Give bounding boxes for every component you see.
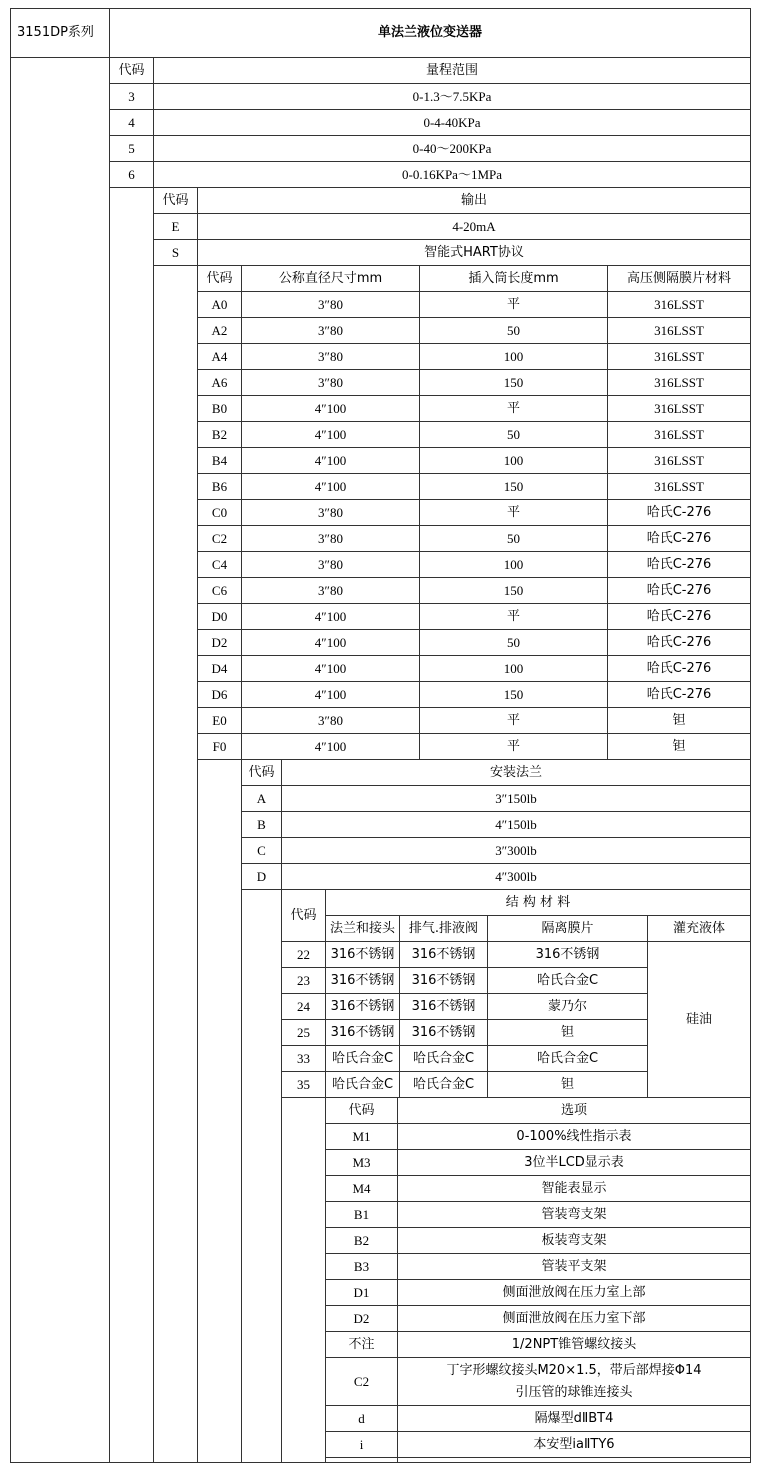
fill-fluid-value: 硅油 [685,1011,712,1027]
mount-flange: 3″150lb [495,790,537,806]
output-value: 4-20mA [452,218,496,234]
table-border [109,8,110,1463]
material-code: 22 [297,946,310,962]
range-value: 0-0.16KPa～1MPa [401,166,503,182]
flange-code: D6 [211,686,228,702]
option-description: 板装弯支架 [541,1232,607,1248]
diaphragm-material: 316LSST [654,400,704,416]
option-description: 1/2NPT锥管螺纹接头 [511,1336,637,1352]
diaphragm-material: 316LSST [654,348,704,364]
mount-code: D [256,868,267,884]
range-value: 0-40～200KPa [412,140,492,156]
diaphragm-material: 哈氏C-276 [646,608,712,624]
nominal-diameter: 3″80 [318,348,343,364]
nominal-diameter: 4″100 [314,686,347,702]
flange-joint-material: 316不锈钢 [330,972,395,988]
flange-code: B0 [211,400,228,416]
range-code-header: 代码 [118,62,145,78]
material-code: 23 [297,972,310,988]
nominal-diameter: 3″80 [318,530,343,546]
flange-code: A2 [211,322,228,338]
option-code: 不注 [348,1336,375,1352]
insertion-length: 平 [506,608,520,624]
mount-flange: 4″300lb [495,868,537,884]
mount-header: 安装法兰 [489,764,542,780]
material-code: 25 [297,1024,310,1040]
nominal-diameter: 3″80 [318,322,343,338]
diaphragm-material: 316LSST [654,296,704,312]
mount-flange: 3″300lb [495,842,537,858]
flange-code: D0 [211,608,228,624]
vent-drain-material: 316不锈钢 [411,998,476,1014]
flange-code: A4 [211,348,228,364]
insertion-length: 100 [503,660,524,676]
nominal-diameter: 4″100 [314,400,347,416]
range-header: 量程范围 [425,62,478,78]
output-code-header: 代码 [162,192,189,208]
option-description: 本安型iaⅡTY6 [533,1436,615,1452]
option-description: 3位半LCD显示表 [524,1154,624,1170]
flange-code: F0 [212,738,227,754]
insertion-length: 50 [507,530,520,546]
option-code: D2 [353,1310,370,1326]
output-value: 智能式HART协议 [424,244,524,260]
option-code: C2 [353,1373,370,1389]
option-code: B3 [353,1258,370,1274]
diaphragm-material: 316不锈钢 [535,946,600,962]
diaphragm-material: 316LSST [654,478,704,494]
insertion-length: 150 [503,686,524,702]
range-code: 6 [128,166,135,182]
mount-code-header: 代码 [248,764,275,780]
flange-code: C2 [211,530,228,546]
document-title: 单法兰液位变送器 [377,25,482,40]
diaphragm-material: 哈氏C-276 [646,634,712,650]
option-code: D1 [353,1284,370,1300]
option-description-line: 引压管的球锥连接头 [515,1384,633,1400]
flange-code: C6 [211,582,228,598]
flange-code: C0 [211,504,228,520]
diaphragm-material: 哈氏C-276 [646,582,712,598]
nominal-diameter: 4″100 [314,426,347,442]
vent-drain-material: 316不锈钢 [411,946,476,962]
series-label: 3151DP系列 [17,25,94,40]
table-border [325,1457,751,1458]
option-code: M1 [352,1128,371,1144]
flange-joint-material: 哈氏合金C [331,1050,394,1066]
option-description: 侧面泄放阀在压力室下部 [502,1310,646,1326]
mount-code: C [257,842,266,858]
option-code: B2 [353,1232,370,1248]
flange-code: D2 [211,634,228,650]
diaphragm-material: 哈氏合金C [536,972,599,988]
nominal-diameter: 3″80 [318,582,343,598]
flange-code: A6 [211,374,228,390]
flange-code: B2 [211,426,228,442]
diaphragm-material: 哈氏C-276 [646,556,712,572]
insertion-length: 100 [503,348,524,364]
nominal-diameter: 4″100 [314,608,347,624]
diaphragm-material: 哈氏合金C [536,1050,599,1066]
flange-joint-header: 法兰和接头 [329,920,395,936]
option-header: 选项 [560,1102,587,1118]
flange-code: C4 [211,556,228,572]
insertion-length: 150 [503,374,524,390]
table-border [153,187,154,1463]
option-description: 管装弯支架 [541,1206,607,1222]
nominal-diameter: 3″80 [318,504,343,520]
mount-code: B [257,816,266,832]
insertion-length: 平 [506,504,520,520]
insertion-length: 平 [506,712,520,728]
structure-material-header: 结 构 材 料 [505,894,571,910]
nominal-diameter: 4″100 [314,478,347,494]
insertion-length: 150 [503,582,524,598]
nominal-diameter-header: 公称直径尺寸mm [278,270,383,286]
diaphragm-material: 316LSST [654,322,704,338]
table-border [750,8,751,1463]
nominal-diameter: 3″80 [318,296,343,312]
vent-drain-material: 哈氏合金C [412,1076,475,1092]
diaphragm-material: 蒙乃尔 [547,998,587,1014]
option-code: d [358,1410,365,1426]
material-code: 35 [297,1076,310,1092]
diaphragm-material: 316LSST [654,374,704,390]
diaphragm-material: 316LSST [654,452,704,468]
option-code: M3 [352,1154,371,1170]
flange-code: D4 [211,660,228,676]
option-description: 管装平支架 [541,1258,607,1274]
nominal-diameter: 4″100 [314,660,347,676]
diaphragm-material-header: 高压侧隔膜片材料 [626,270,731,286]
option-description: 隔爆型dⅡBT4 [534,1410,614,1426]
insertion-length: 50 [507,634,520,650]
insertion-length-header: 插入筒长度mm [468,270,559,286]
isolating-diaphragm-header: 隔离膜片 [541,920,594,936]
material-code: 24 [297,998,310,1014]
flange-code-header: 代码 [206,270,233,286]
insertion-length: 平 [506,296,520,312]
nominal-diameter: 3″80 [318,374,343,390]
nominal-diameter: 4″100 [314,738,347,754]
option-description-line: 丁字形螺纹接头M20×1.5，带后部焊接Φ14 [446,1362,702,1378]
diaphragm-material: 哈氏C-276 [646,660,712,676]
option-description [398,1358,750,1405]
insertion-length: 平 [506,738,520,754]
range-code: 3 [128,88,135,104]
option-code-header: 代码 [348,1102,375,1118]
table-border [10,8,11,1463]
option-code: M4 [352,1180,371,1196]
insertion-length: 100 [503,556,524,572]
diaphragm-material: 钽 [560,1076,574,1092]
diaphragm-material: 哈氏C-276 [646,504,712,520]
flange-code: E0 [212,712,227,728]
flange-joint-material: 316不锈钢 [330,1024,395,1040]
diaphragm-material: 哈氏C-276 [646,686,712,702]
option-code: i [359,1436,364,1452]
material-code: 33 [297,1050,310,1066]
output-code: S [171,244,180,260]
range-code: 5 [128,140,135,156]
option-description: 侧面泄放阀在压力室上部 [502,1284,646,1300]
mount-code: A [256,790,267,806]
vent-drain-material: 316不锈钢 [411,972,476,988]
output-code: E [171,218,180,234]
flange-code: A0 [211,296,228,312]
diaphragm-material: 316LSST [654,426,704,442]
insertion-length: 平 [506,400,520,416]
fill-fluid-header: 灌充液体 [672,920,725,936]
flange-joint-material: 316不锈钢 [330,998,395,1014]
vent-drain-material: 316不锈钢 [411,1024,476,1040]
flange-joint-material: 哈氏合金C [331,1076,394,1092]
option-description: 智能表显示 [541,1180,607,1196]
diaphragm-material: 钽 [672,738,686,754]
flange-code: B6 [211,478,228,494]
diaphragm-material: 钽 [672,712,686,728]
table-border [10,1462,751,1463]
insertion-length: 50 [507,426,520,442]
vent-drain-valve-header: 排气.排液阀 [408,920,479,936]
mount-flange: 4″150lb [495,816,537,832]
vent-drain-material: 哈氏合金C [412,1050,475,1066]
range-value: 0-1.3～7.5KPa [412,88,492,104]
diaphragm-material: 哈氏C-276 [646,530,712,546]
nominal-diameter: 4″100 [314,452,347,468]
nominal-diameter: 4″100 [314,634,347,650]
option-code: B1 [353,1206,370,1222]
flange-code: B4 [211,452,228,468]
option-description: 0-100%线性指示表 [516,1128,632,1144]
range-value: 0-4-40KPa [423,114,481,130]
insertion-length: 100 [503,452,524,468]
material-code-header: 代码 [290,907,317,923]
range-code: 4 [128,114,135,130]
insertion-length: 150 [503,478,524,494]
diaphragm-material: 钽 [560,1024,574,1040]
flange-joint-material: 316不锈钢 [330,946,395,962]
insertion-length: 50 [507,322,520,338]
nominal-diameter: 3″80 [318,556,343,572]
nominal-diameter: 3″80 [318,712,343,728]
output-header: 输出 [460,192,487,208]
